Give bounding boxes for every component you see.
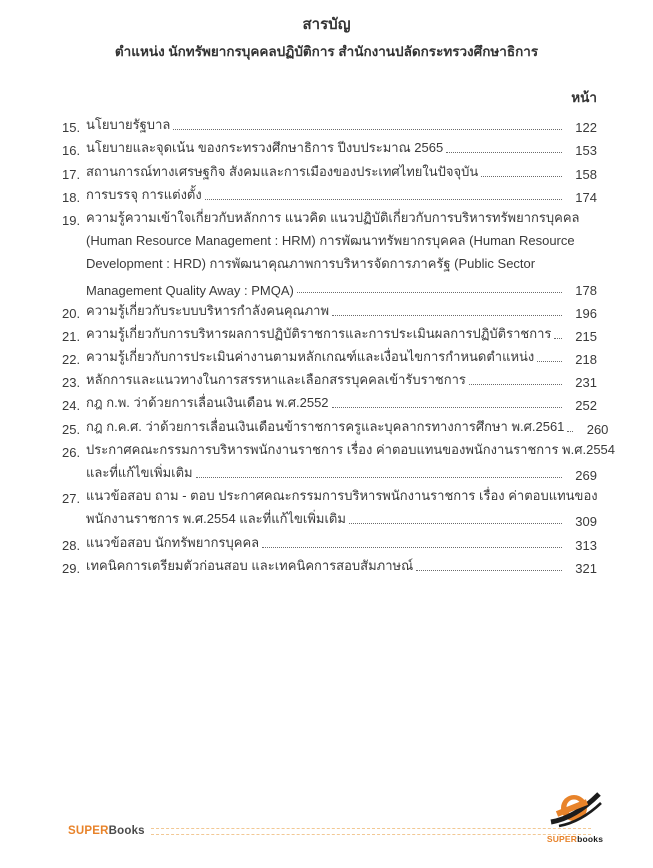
toc-entry-text: กฎ ก.พ. ว่าด้วยการเลื่อนเงินเดือน พ.ศ.2552 xyxy=(86,395,329,411)
toc-row xyxy=(62,553,597,576)
toc-entry-text: การบรรจุ การแต่งตั้ง xyxy=(86,186,202,202)
toc-entry-page: 309 xyxy=(575,514,597,530)
toc-row xyxy=(62,321,597,344)
toc-entry-page: 231 xyxy=(575,375,597,391)
toc-entry-text: พนักงานราชการ พ.ศ.2554 และที่แก้ไขเพิ่มเติม xyxy=(86,511,346,527)
toc-leader-dots xyxy=(332,315,562,316)
toc-row xyxy=(62,344,597,367)
toc-entry-text: ความรู้เกี่ยวกับการประเมินค่างานตามหลักเกณฑ์และเงื่อนไขการกำหนดตำแหน่ง xyxy=(86,349,535,365)
logo-caption-prefix: SUPER xyxy=(546,834,578,844)
toc-leader-dots xyxy=(554,338,562,339)
toc-entry-text: Development : HRD) การพัฒนาคุณภาพการบริหารจัดการภาครัฐ (Public Sector xyxy=(86,256,536,272)
toc-entry-number: 24. xyxy=(62,398,81,414)
toc-leader-dots xyxy=(196,477,562,478)
toc-entry-page: 196 xyxy=(575,305,597,321)
toc-row xyxy=(62,529,597,552)
toc-row xyxy=(62,483,597,506)
toc-entry-page: 215 xyxy=(575,328,597,344)
toc-entry-page: 269 xyxy=(575,468,597,483)
toc-row xyxy=(62,135,597,158)
toc-entry-number: 15. xyxy=(62,120,81,136)
toc-leader-dots xyxy=(481,176,562,177)
toc-entry-page: 252 xyxy=(575,398,597,414)
toc-entry-number: 25. xyxy=(62,421,81,437)
toc-leader-dots xyxy=(446,152,562,153)
toc-leader-dots xyxy=(349,523,562,524)
toc-row xyxy=(62,228,597,251)
toc-leader-dots xyxy=(173,129,562,130)
footer xyxy=(68,822,597,840)
superbooks-logo-icon xyxy=(547,792,603,830)
toc-entry-text: Management Quality Away : PMQA) xyxy=(86,282,294,298)
toc-entry-page: 153 xyxy=(575,143,597,159)
toc-entry-text: แนวข้อสอบ ถาม - ตอบ ประกาศคณะกรรมการบริหารพนักงานราชการ เรื่อง ค่าตอบแทนของ xyxy=(86,488,598,504)
toc-entry-text: ความรู้ความเข้าใจเกี่ยวกับหลักการ แนวคิด แนวปฏิบัติเกี่ยวกับการบริหารทรัพยากรบุคคล xyxy=(86,209,580,225)
toc-entry-text: แนวข้อสอบ นักทรัพยากรบุคคล xyxy=(86,534,260,550)
toc-entry-number: 27. xyxy=(62,491,81,507)
toc-entry-text: นโยบายและจุดเน้น ของกระทรวงศึกษาธิการ ปีงบประมาณ 2565 xyxy=(86,140,444,156)
toc-entry-page: 174 xyxy=(575,189,597,205)
toc-entry-text: ความรู้เกี่ยวกับการบริหารผลการปฏิบัติราชการและการประเมินผลการปฏิบัติราชการ xyxy=(86,325,552,341)
toc-row xyxy=(62,298,597,321)
toc-list xyxy=(62,112,616,576)
toc-entry-number: 17. xyxy=(62,166,81,182)
toc-entry-page: 122 xyxy=(575,120,597,136)
page-subtitle: ตำแหน่ง นักทรัพยากรบุคคลปฏิบัติการ สำนักงานปลัดกระทรวงศึกษาธิการ xyxy=(114,44,539,59)
toc-entry-number: 19. xyxy=(62,212,81,228)
toc-row xyxy=(62,460,597,483)
toc-entry-number: 29. xyxy=(62,560,81,576)
toc-row xyxy=(62,367,597,390)
logo-caption xyxy=(545,835,605,844)
toc-entry-number: 28. xyxy=(62,537,81,553)
toc-entry-page: 260 xyxy=(586,421,609,437)
toc-entry-text: ประกาศคณะกรรมการบริหารพนักงานราชการ เรื่อง ค่าตอบแทนของพนักงานราชการ พ.ศ.2554 xyxy=(86,441,616,457)
toc-entry-text: เทคนิคการเตรียมตัวก่อนสอบ และเทคนิคการสอบสัมภาษณ์ xyxy=(86,557,414,573)
toc-entry-number: 26. xyxy=(62,444,81,460)
toc-leader-dots xyxy=(416,570,562,571)
toc-row xyxy=(62,112,597,135)
toc-row xyxy=(62,274,597,297)
toc-row xyxy=(62,413,609,437)
toc-entry-number: 23. xyxy=(62,375,81,391)
toc-entry-page: 178 xyxy=(575,282,597,298)
footer-dashed-divider xyxy=(151,828,591,835)
toc-entry-page: 158 xyxy=(575,166,597,182)
toc-leader-dots xyxy=(567,431,573,432)
footer-brand-prefix: SUPER xyxy=(68,825,109,837)
toc-leader-dots xyxy=(297,292,562,293)
toc-row xyxy=(62,182,597,205)
toc-entry-number: 21. xyxy=(62,328,81,344)
footer-brand xyxy=(68,825,145,837)
toc-leader-dots xyxy=(262,547,562,548)
page-title: สารบัญ xyxy=(302,16,351,33)
toc-entry-number: 16. xyxy=(62,143,81,159)
toc-entry-page: 218 xyxy=(575,352,597,368)
toc-entry-text: และที่แก้ไขเพิ่มเติม xyxy=(86,465,193,480)
toc-row xyxy=(62,158,597,181)
toc-leader-dots xyxy=(332,407,562,408)
publisher-logo xyxy=(545,792,605,844)
toc-entry-text: นโยบายรัฐบาล xyxy=(86,117,171,133)
toc-entry-text: หลักการและแนวทางในการสรรหาและเลือกสรรบุคคลเข้ารับราชการ xyxy=(86,372,466,388)
page-number-column-header: หน้า xyxy=(571,90,597,105)
toc-entry-page: 321 xyxy=(575,560,597,576)
toc-entry-page: 313 xyxy=(575,537,597,553)
footer-brand-suffix: Books xyxy=(108,825,145,837)
toc-entry-number: 22. xyxy=(62,352,81,368)
toc-entry-text: กฎ ก.ค.ศ. ว่าด้วยการเลื่อนเงินเดือนข้าราชการครูและบุคลากรทางการศึกษา พ.ศ.2561 xyxy=(86,418,565,434)
toc-entry-text: ความรู้เกี่ยวกับระบบบริหารกำลังคนคุณภาพ xyxy=(86,302,330,318)
toc-row xyxy=(62,437,616,460)
toc-entry-text: (Human Resource Management : HRM) การพัฒนาทรัพยากรบุคคล (Human Resource xyxy=(86,233,575,249)
toc-entry-number: 18. xyxy=(62,189,81,205)
toc-row xyxy=(62,390,597,413)
toc-entry-number: 20. xyxy=(62,305,81,321)
toc-row xyxy=(62,205,597,228)
toc-leader-dots xyxy=(537,361,562,362)
toc-row xyxy=(62,251,597,274)
logo-caption-suffix: books xyxy=(577,834,604,844)
toc-leader-dots xyxy=(469,384,562,385)
toc-entry-text: สถานการณ์ทางเศรษฐกิจ สังคมและการเมืองของประเทศไทยในปัจจุบัน xyxy=(86,163,479,179)
toc-row xyxy=(62,506,597,529)
toc-leader-dots xyxy=(205,199,562,200)
